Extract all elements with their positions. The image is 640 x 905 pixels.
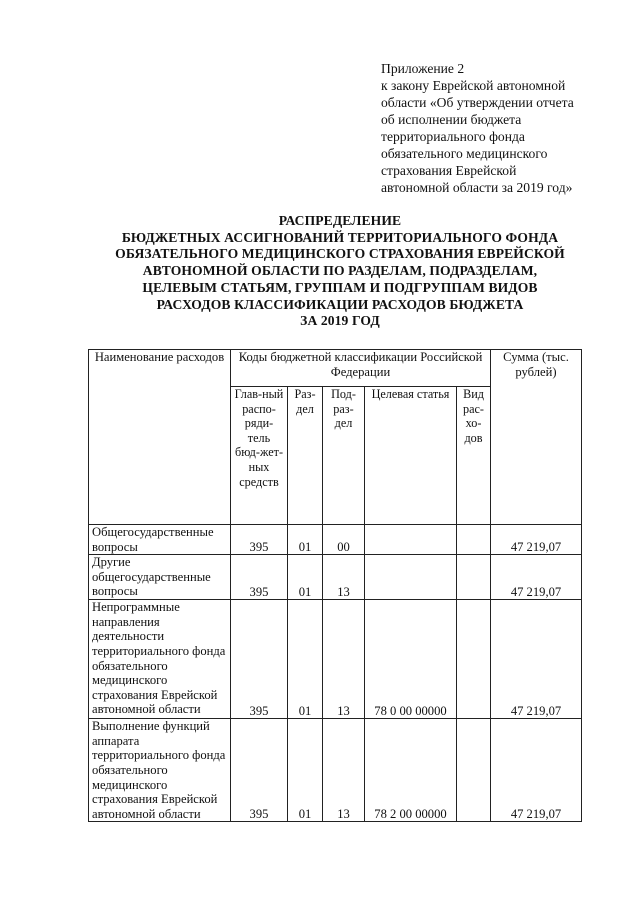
appendix-line: страхования Еврейской — [381, 163, 517, 178]
row-pr: 13 — [323, 555, 365, 600]
row-cs: 78 2 00 00000 — [365, 719, 457, 822]
row-name: Общегосударственные вопросы — [89, 525, 231, 555]
appendix-line: обязательного медицинского — [381, 146, 548, 161]
row-sum: 47 219,07 — [491, 719, 582, 822]
title-line: РАСПРЕДЕЛЕНИЕ — [278, 213, 402, 228]
row-pr: 13 — [323, 719, 365, 822]
header-name: Наименование расходов — [89, 350, 231, 525]
header-target-article: Целевая статья — [365, 387, 457, 525]
budget-table — [88, 349, 582, 822]
appendix-line: автономной области за 2019 год» — [381, 180, 573, 195]
document-title — [80, 213, 600, 330]
row-sum: 47 219,07 — [491, 525, 582, 555]
header-amount: Сумма (тыс. рублей) — [491, 350, 582, 525]
row-rz: 01 — [288, 525, 323, 555]
row-gr: 395 — [231, 525, 288, 555]
row-vr — [457, 719, 491, 822]
row-cs: 78 0 00 00000 — [365, 600, 457, 719]
appendix-line: Приложение 2 — [381, 61, 465, 76]
row-name: Выполнение функций аппарата территориального фонда обязательного медицинского страхования Еврейской автономной области — [89, 719, 231, 822]
row-rz: 01 — [288, 600, 323, 719]
row-vr — [457, 525, 491, 555]
header-main-manager: Глав-ный распо-ряди-тель бюд-жет-ных средств — [231, 387, 288, 525]
row-sum: 47 219,07 — [491, 555, 582, 600]
title-line: БЮДЖЕТНЫХ АССИГНОВАНИЙ ТЕРРИТОРИАЛЬНОГО ФОНДА — [121, 229, 559, 245]
table-row — [89, 525, 582, 555]
table-header-row — [89, 350, 582, 387]
appendix-line: к закону Еврейской автономной — [381, 78, 566, 93]
row-vr — [457, 600, 491, 719]
header-expense-type: Вид рас-хо-дов — [457, 387, 491, 525]
title-line: ОБЯЗАТЕЛЬНОГО МЕДИЦИНСКОГО СТРАХОВАНИЯ ЕВРЕЙСКОЙ — [115, 246, 565, 262]
row-gr: 395 — [231, 600, 288, 719]
title-line: ЗА 2019 ГОД — [300, 313, 380, 329]
appendix-block — [381, 60, 621, 196]
row-pr: 00 — [323, 525, 365, 555]
row-name: Непрограммные направления деятельности территориального фонда обязательного медицинского страхования Еврейской автономной области — [89, 600, 231, 719]
appendix-line: области «Об утверждении отчета — [381, 95, 574, 110]
title-line: ЦЕЛЕВЫМ СТАТЬЯМ, ГРУППАМ И ПОДГРУППАМ ВИДОВ — [142, 279, 538, 295]
row-gr: 395 — [231, 555, 288, 600]
appendix-line: об исполнении бюджета — [381, 112, 522, 127]
title-line: РАСХОДОВ КЛАССИФИКАЦИИ РАСХОДОВ БЮДЖЕТА — [156, 296, 524, 312]
table-row — [89, 600, 582, 719]
row-rz: 01 — [288, 555, 323, 600]
row-vr — [457, 555, 491, 600]
table-row — [89, 719, 582, 822]
row-pr: 13 — [323, 600, 365, 719]
row-name: Другие общегосударственные вопросы — [89, 555, 231, 600]
appendix-line: территориального фонда — [381, 129, 525, 144]
header-subsection: Под-раз-дел — [323, 387, 365, 525]
header-codes: Коды бюджетной классификации Российской Федерации — [231, 350, 491, 387]
row-rz: 01 — [288, 719, 323, 822]
title-line: АВТОНОМНОЙ ОБЛАСТИ ПО РАЗДЕЛАМ, ПОДРАЗДЕЛАМ, — [142, 263, 538, 279]
row-cs — [365, 555, 457, 600]
table-row — [89, 555, 582, 600]
row-sum: 47 219,07 — [491, 600, 582, 719]
row-cs — [365, 525, 457, 555]
row-gr: 395 — [231, 719, 288, 822]
header-section: Раз-дел — [288, 387, 323, 525]
